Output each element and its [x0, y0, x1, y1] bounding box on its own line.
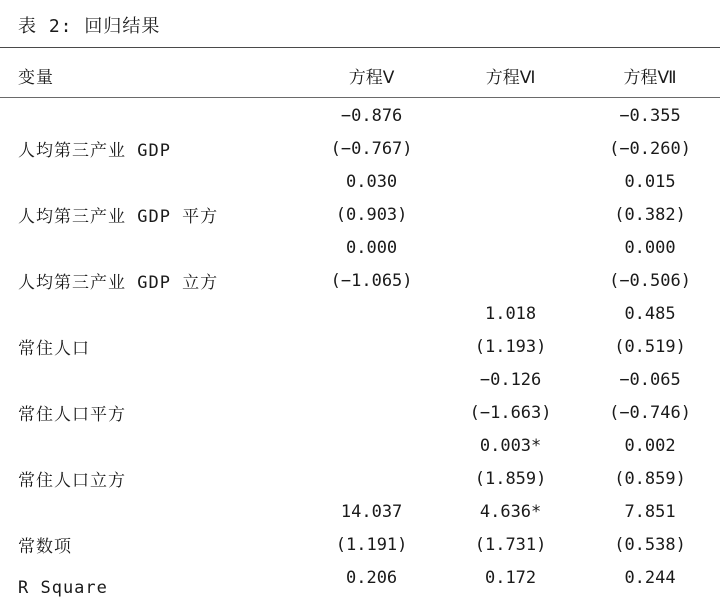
rsquare-label: [0, 561, 302, 598]
coef-row: [0, 297, 720, 330]
header-equation-5: 方程Ⅴ: [348, 67, 395, 88]
rsquare-cell: 0.206: [345, 567, 398, 588]
coef-cell: −0.065: [619, 369, 681, 390]
tstat-cell: (1.193): [474, 336, 547, 357]
rsquare-row: [0, 561, 720, 594]
coef-row: [0, 231, 720, 264]
tstat-cell: [441, 264, 580, 297]
coef-cell: 0.003*: [479, 435, 542, 456]
tstat-cell: (−0.506): [609, 270, 691, 291]
tstat-cell: (−0.260): [609, 138, 691, 159]
variable-label-text: 人均第三产业 GDP 平方: [18, 206, 219, 227]
coef-cell: −0.126: [479, 369, 542, 390]
variable-label-text: 常住人口平方: [18, 404, 126, 425]
tstat-cell: (−0.746): [609, 402, 691, 423]
coef-cell: −0.876: [340, 105, 403, 126]
coef-cell: [441, 93, 580, 132]
header-variable: 变量: [18, 67, 54, 88]
coef-cell: 0.030: [345, 171, 398, 192]
coef-cell: 1.018: [484, 303, 537, 324]
coef-row: [0, 429, 720, 462]
tstat-cell: [441, 198, 580, 231]
coef-cell: 7.851: [624, 501, 676, 522]
tstat-cell: (0.903): [335, 204, 408, 225]
coef-row: [0, 495, 720, 528]
header-equation-7: 方程Ⅶ: [623, 67, 677, 88]
coef-row: [0, 363, 720, 396]
coef-cell: [441, 231, 580, 264]
header-equation-6: 方程Ⅵ: [485, 67, 536, 88]
coef-cell: 0.000: [624, 237, 676, 258]
variable-label-text: 常住人口立方: [18, 470, 126, 491]
variable-label: [0, 231, 302, 297]
tstat-cell: (1.731): [474, 534, 547, 555]
variable-label: [0, 297, 302, 363]
variable-label: [0, 495, 302, 561]
variable-label-text: 人均第三产业 GDP 立方: [18, 272, 219, 293]
tstat-cell: [302, 330, 441, 363]
tstat-cell: (−0.767): [330, 138, 413, 159]
variable-label: [0, 429, 302, 495]
rsquare-label-text: R Square: [18, 577, 108, 598]
coef-cell: [441, 165, 580, 198]
tstat-cell: (−1.663): [469, 402, 552, 423]
variable-label: [0, 93, 302, 165]
tstat-cell: (1.191): [335, 534, 408, 555]
variable-label-text: 人均第三产业 GDP: [18, 140, 171, 161]
tstat-cell: (−1.065): [330, 270, 413, 291]
rsquare-cell: 0.172: [484, 567, 537, 588]
coef-row: [0, 93, 720, 132]
coef-cell: [302, 429, 441, 462]
tstat-cell: [441, 132, 580, 165]
variable-label: [0, 363, 302, 429]
coef-cell: 0.485: [624, 303, 676, 324]
tstat-cell: (0.538): [614, 534, 686, 555]
coef-cell: 14.037: [340, 501, 403, 522]
regression-table: [0, 57, 720, 598]
coef-cell: −0.355: [619, 105, 681, 126]
top-rule: [0, 47, 720, 48]
coef-cell: 0.015: [624, 171, 676, 192]
coef-cell: [302, 363, 441, 396]
coef-cell: 0.000: [345, 237, 398, 258]
table-caption: 表 2: 回归结果: [18, 16, 161, 37]
tstat-cell: (0.519): [614, 336, 686, 357]
coef-cell: 4.636*: [479, 501, 542, 522]
tstat-cell: (1.859): [474, 468, 547, 489]
variable-label-text: 常数项: [18, 536, 72, 557]
coef-cell: 0.002: [624, 435, 676, 456]
tstat-cell: [302, 396, 441, 429]
tstat-cell: (0.382): [614, 204, 686, 225]
tstat-cell: [302, 462, 441, 495]
coef-cell: [302, 297, 441, 330]
tstat-cell: (0.859): [614, 468, 686, 489]
variable-label: [0, 165, 302, 231]
header-row: [0, 57, 720, 93]
rsquare-cell: 0.244: [624, 567, 676, 588]
coef-row: [0, 165, 720, 198]
variable-label-text: 常住人口: [18, 338, 90, 359]
